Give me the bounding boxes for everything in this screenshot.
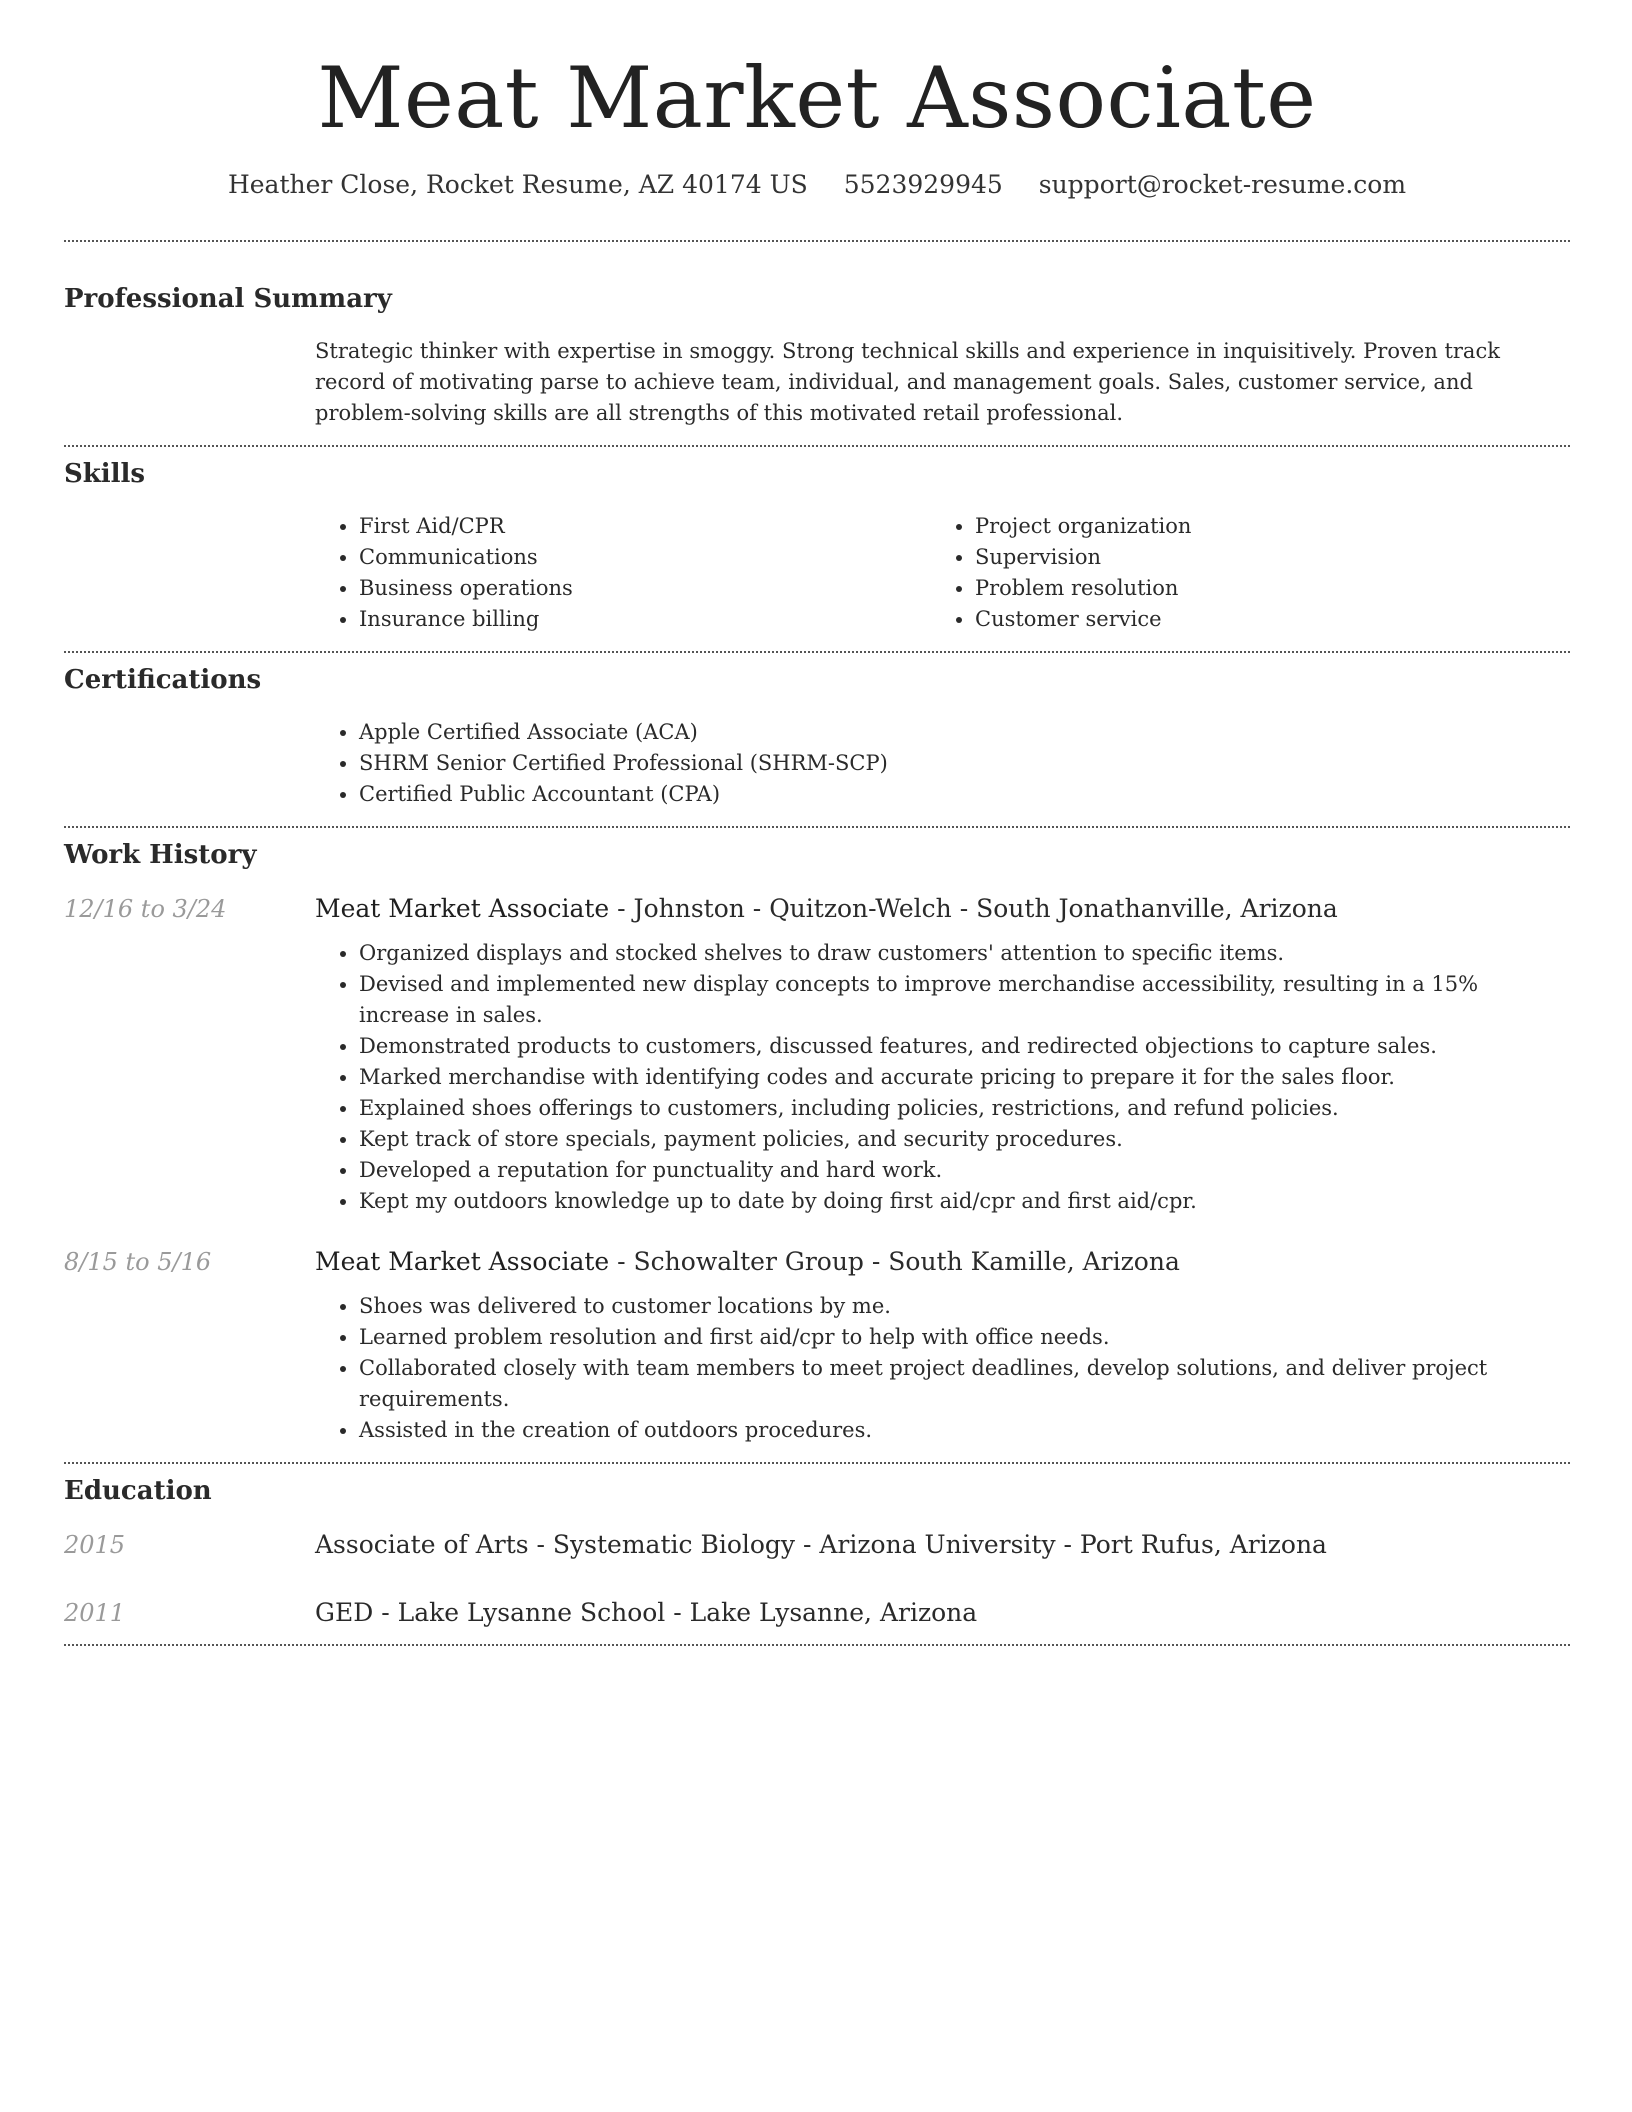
- job-body: [315, 892, 1570, 1217]
- job-dates: 12/16 to 3/24: [64, 895, 227, 923]
- certification-item: • SHRM Senior Certified Professional (SHRM-SCP): [359, 748, 1570, 779]
- skills-list-right: [931, 511, 1547, 635]
- work-history-title: Work History: [64, 840, 257, 870]
- contact-address: Heather Close, Rocket Resume, AZ 40174 US: [227, 170, 808, 200]
- job-entry: [64, 1245, 1570, 1446]
- job-bullet: • Learned problem resolution and first aid/cpr to help with office needs.: [359, 1322, 1570, 1353]
- skill-item: • Communications: [359, 542, 931, 573]
- job-bullet: • Devised and implemented new display concepts to improve merchandise accessibility, resulting in a 15% increase in sales.: [359, 969, 1570, 1031]
- resume-name: Meat Market Associate: [317, 49, 1317, 147]
- job-bullets: [315, 1291, 1570, 1446]
- job-details: - Schowalter Group - South Kamille, Arizona: [609, 1247, 1180, 1276]
- job-body: [315, 1245, 1570, 1446]
- job-entry: [64, 892, 1570, 1217]
- work-history-section: [64, 828, 1570, 1462]
- skills-section: [64, 447, 1570, 651]
- job-bullets: [315, 938, 1570, 1217]
- skill-item: • Problem resolution: [975, 573, 1547, 604]
- job-bullet: • Developed a reputation for punctuality and hard work.: [359, 1155, 1570, 1186]
- skill-item: • First Aid/CPR: [359, 511, 931, 542]
- skills-list-left: [315, 511, 931, 635]
- job-bullet: • Kept track of store specials, payment policies, and security procedures.: [359, 1124, 1570, 1155]
- resume-page: [64, 0, 1570, 1646]
- contact-phone: 5523929945: [843, 170, 1003, 200]
- resume-header: [64, 0, 1570, 240]
- education-section: [64, 1464, 1570, 1644]
- education-year: 2015: [64, 1531, 126, 1559]
- job-bullet: • Demonstrated products to customers, discussed features, and redirected objections to capture sales.: [359, 1031, 1570, 1062]
- job-details: - Johnston - Quitzon-Welch - South Jonathanville, Arizona: [609, 894, 1338, 923]
- skill-item: • Customer service: [975, 604, 1547, 635]
- section-divider: [64, 1644, 1570, 1646]
- job-bullet: • Assisted in the creation of outdoors procedures.: [359, 1415, 1570, 1446]
- job-role: Meat Market Associate: [315, 894, 610, 923]
- job-bullet: • Marked merchandise with identifying codes and accurate pricing to prepare it for the sales floor.: [359, 1062, 1570, 1093]
- skills-grid: [315, 511, 1570, 635]
- job-bullet: • Kept my outdoors knowledge up to date by doing first aid/cpr and first aid/cpr.: [359, 1186, 1570, 1217]
- certification-item: • Certified Public Accountant (CPA): [359, 779, 1570, 810]
- education-entry: [64, 1596, 1570, 1630]
- education-entry: [64, 1528, 1570, 1562]
- skill-item: • Project organization: [975, 511, 1547, 542]
- job-bullet: • Explained shoes offerings to customers, including policies, restrictions, and refund policies.: [359, 1093, 1570, 1124]
- contact-email: support@rocket-resume.com: [1038, 170, 1407, 200]
- summary-text: Strategic thinker with expertise in smoggy. Strong technical skills and experience in inquisitively. Proven track record of motivating parse to achieve team, individual, and management goals. Sales, customer service, and problem-solving skills are all strengths of this motivated retail professional.: [315, 339, 1500, 425]
- education-text: Associate of Arts - Systematic Biology - Arizona University - Port Rufus, Arizona: [315, 1530, 1327, 1559]
- job-title: [315, 892, 1570, 926]
- skill-item: • Insurance billing: [359, 604, 931, 635]
- job-title: [315, 1245, 1570, 1279]
- skill-item: • Supervision: [975, 542, 1547, 573]
- certifications-section: [64, 653, 1570, 826]
- job-bullet: • Shoes was delivered to customer locations by me.: [359, 1291, 1570, 1322]
- certifications-title: Certifications: [64, 665, 262, 695]
- job-role: Meat Market Associate: [315, 1247, 610, 1276]
- education-text: GED - Lake Lysanne School - Lake Lysanne, Arizona: [315, 1598, 978, 1627]
- skill-item: • Business operations: [359, 573, 931, 604]
- summary-title: Professional Summary: [64, 284, 392, 314]
- job-bullet: • Collaborated closely with team members to meet project deadlines, develop solutions, and deliver project requirements.: [359, 1353, 1570, 1415]
- summary-section: [64, 242, 1570, 445]
- job-bullet: • Organized displays and stocked shelves to draw customers' attention to specific items.: [359, 938, 1570, 969]
- job-dates: 8/15 to 5/16: [64, 1248, 212, 1276]
- skills-title: Skills: [64, 459, 146, 489]
- certifications-list: [315, 717, 1570, 810]
- certifications-content: [315, 717, 1570, 810]
- certification-item: • Apple Certified Associate (ACA): [359, 717, 1570, 748]
- education-title: Education: [64, 1476, 212, 1506]
- contact-line: [64, 170, 1570, 199]
- education-year: 2011: [64, 1599, 126, 1627]
